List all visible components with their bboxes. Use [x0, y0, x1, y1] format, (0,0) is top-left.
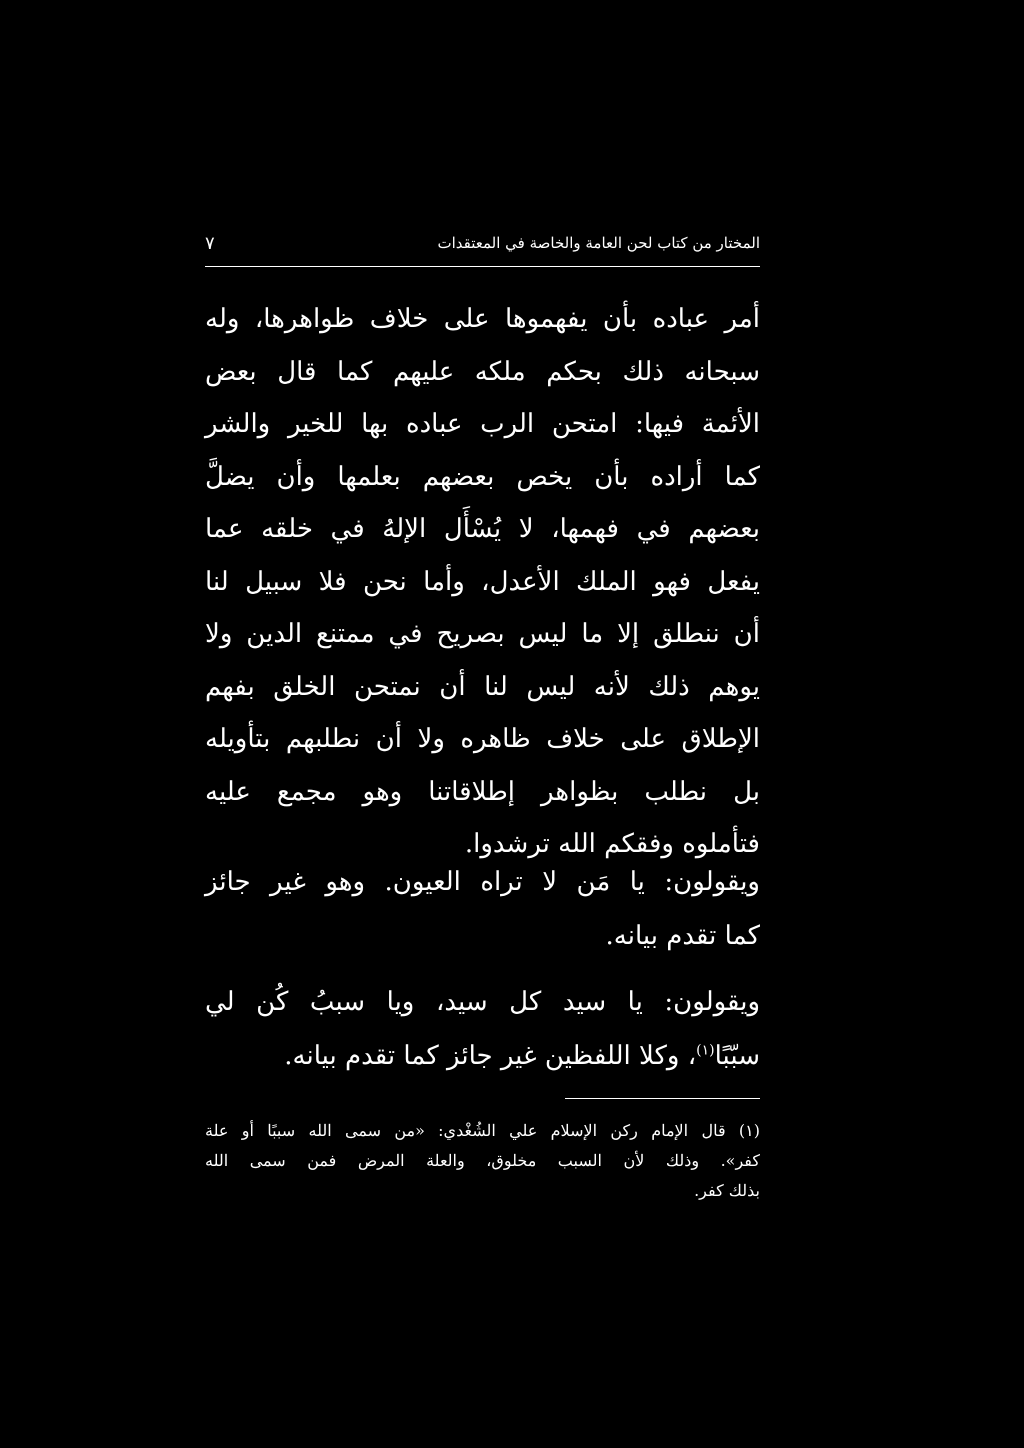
footnote-line: كفر». وذلك لأن السبب مخلوق، والعلة المرض فمن سمى الله — [205, 1151, 760, 1170]
body-line: فتأملوه وفقكم الله ترشدوا. — [464, 829, 760, 859]
body-line: أمر عباده بأن يفهموها على خلاف ظواهرها، وله — [205, 304, 760, 334]
quote-line — [205, 1029, 760, 1083]
body-line: كما أراده بأن يخص بعضهم بعلمها وأن يضلَّ — [205, 461, 760, 492]
quote-line: ويقولون: يا سيد كل سيد، ويا سببُ كُن لي — [205, 987, 760, 1017]
header-rule — [205, 266, 760, 267]
body-line: يفعل فهو الملك الأعدل، وأما نحن فلا سبيل لنا — [205, 566, 760, 597]
main-paragraph — [205, 293, 760, 871]
quote-line: كما تقدم بيانه. — [605, 921, 760, 951]
running-title: المختار من كتاب لحن العامة والخاصة في المعتقدات — [437, 234, 760, 252]
body-line: الأئمة فيها: امتحن الرب عباده بها للخير والشر — [205, 409, 760, 439]
body-line: أن ننطلق إلا ما ليس بصريح في ممتنع الدين ولا — [205, 619, 760, 649]
footnote-line: بذلك كفر. — [694, 1181, 760, 1200]
footnote-marker: (١) — [696, 1042, 715, 1059]
footnote-rule — [565, 1098, 760, 1099]
body-line: الإطلاق على خلاف ظاهره ولا أن نطلبهم بتأويله — [205, 724, 760, 754]
quote-text: سبّبًا — [714, 1041, 760, 1071]
body-line: يوهم ذلك لأنه ليس لنا أن نمتحن الخلق بفهم — [205, 671, 760, 702]
footnote — [205, 1116, 760, 1206]
book-page — [205, 0, 760, 1448]
body-line: بل نطلب بظواهر إطلاقاتنا وهو مجمع عليه — [205, 776, 760, 807]
body-line: بعضهم في فهمها، لا يُسْأَل الإلهُ في خلقه عما — [205, 514, 760, 544]
body-line: سبحانه ذلك بحكم ملكه عليهم كما قال بعض — [205, 356, 760, 387]
running-head — [205, 228, 760, 258]
quote-paragraph-1 — [205, 855, 760, 963]
quote-text: ، وكلا اللفظين غير جائز كما تقدم بيانه. — [284, 1041, 697, 1071]
quote-paragraph-2 — [205, 975, 760, 1083]
quote-line: ويقولون: يا مَن لا تراه العيون. وهو غير جائز — [205, 867, 760, 897]
page-number: ٧ — [205, 232, 215, 254]
footnote-line: (١) قال الإمام ركن الإسلام علي الشُغْدي: «من سمى الله سببًا أو علة — [205, 1121, 760, 1140]
